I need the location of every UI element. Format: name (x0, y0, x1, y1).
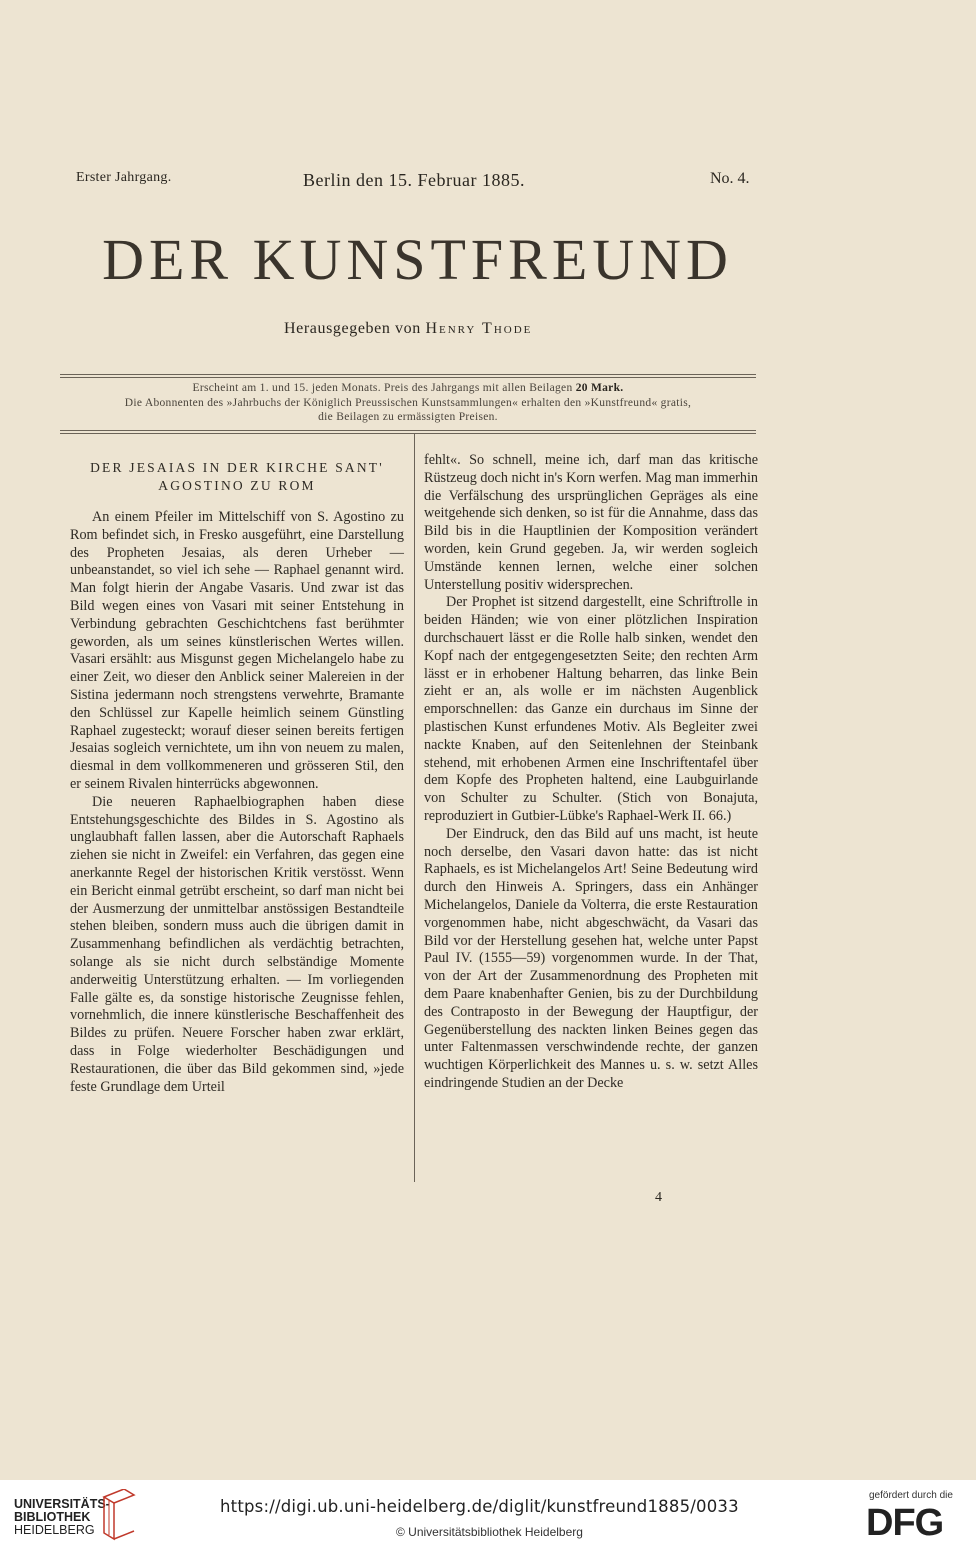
page-number: 4 (655, 1190, 662, 1205)
top-rule (60, 374, 756, 375)
right-column (424, 452, 758, 1093)
subscription-notice (60, 381, 756, 425)
masthead-title: DER KUNSTFREUND (102, 227, 733, 292)
funded-by-label: gefördert durch die (869, 1490, 953, 1501)
notice-line2: Die Abonnenten des »Jahrbuchs der Königlich Preussischen Kunstsammlungen« erhalten den »Kunstfreund« gratis, (124, 396, 692, 409)
paragraph: Die neueren Raphaelbiographen haben diese Entstehungsgeschichte des Bildes in S. Agostino als unglaubhaft fallen lassen, aber die Autorschaft Raphaels ziehen sie nicht in Zweifel: ein Verfahren, das gegen eine anerkannte Regel der historischen Kritik verstösst. Wenn ein Bericht einmal getrübt erscheint, so darf man nicht bei der Ausmerzung der unmittelbar anstössigen Bestandteile stehen bleiben, sondern muss auch die übrigen damit in Zusammenhang befindlichen als verdächtig betrachten, solange als sie nicht durch selbständige Momente anderweitig Unterstützung erhalten. — Im vorliegenden Falle gälte es, da sonstige historische Zeugnisse fehlen, vornehmlich, die innere künstlerische Beschaffenheit des Bildes zu prüfen. Neuere Forscher haben zwar erklärt, dass in Folge wiederholter Beschädigungen und Restaurationen, die über das Bild gekommen sind, »jede feste Grundlage dem Urteil (70, 793, 404, 1095)
bottom-rule (60, 430, 756, 431)
volume-label: Erster Jahrgang. (76, 170, 172, 185)
column-divider (414, 434, 415, 1182)
permalink-url[interactable]: https://digi.ub.uni-heidelberg.de/diglit/kunstfreund1885/0033 (220, 1497, 739, 1516)
library-logo-icon (100, 1489, 136, 1541)
library-name (14, 1498, 110, 1537)
paragraph: An einem Pfeiler im Mittelschiff von S. Agostino zu Rom befindet sich, in Fresko ausgeführt, eine Darstellung des Propheten Jesaias, als deren Urheber — unbeanstandet, so viel ich sehe — Raphael genannt wird. Man folgt hierin der Angabe Vasaris. Und zwar ist das Bild wegen eines von Vasari mit seiner Entstehung in Verbindung gebrachten Geschichtchens fast berühmter geworden, als um seines künstlerischen Wertes willen. Vasari ersählt: aus Misgunst gegen Michelangelo habe zu einer Zeit, wo dieser den Anblick seiner Malereien in der Sistina jedermann noch strengstens verwehrte, Bramante den Schlüssel zur Kapelle heimlich seinem Günstling Raphael zugesteckt; worauf dieser seinen bereits fertigen Jesaias sogleich vernichtete, um ihn von neuem zu malen, diesmal in dem vollkommeneren und grösseren Stil, den er seinem Rivalen hinterrücks abgewonnen. (70, 509, 404, 792)
paragraph: fehlt«. So schnell, meine ich, darf man das kritische Rüstzeug doch nicht in's Korn werfen. Mag man immerhin die Verfälschung des ursprünglichen Gepräges als eine weitgehende sich denken, so ist für die Annahme, dass das Bild bis in die Hauptlinien der Komposition verändert worden, kein Grund gegeben. Ja, wir werden sogleich Umstände kennen lernen, welche einer solchen Unterstellung positiv widersprechen. (424, 452, 758, 593)
editor-name: Henry Thode (425, 320, 533, 337)
notice-line1: Erscheint am 1. und 15. jeden Monats. Preis des Jahrgangs mit allen Beilagen (192, 382, 573, 394)
bottom-rule-double (60, 433, 756, 434)
library-line3: HEIDELBERG (14, 1523, 95, 1537)
issue-number: No. 4. (710, 170, 750, 187)
editor-line (284, 320, 532, 338)
library-line2: BIBLIOTHEK (14, 1510, 91, 1524)
library-line1: UNIVERSITÄTS- (14, 1497, 110, 1511)
left-column (70, 455, 404, 1096)
notice-price: 20 Mark. (575, 382, 624, 394)
editor-prefix: Herausgegeben von (284, 320, 421, 337)
paragraph: Der Eindruck, den das Bild auf uns macht, ist heute noch derselbe, den Vasari davon hatte: das ist nicht Raphaels, es ist Michelangelos Art! Seine Bedeutung wird durch den Hinweis A. Springers, dass ein Anhänger Michelangelos, Daniele da Volterra, die erste Restauration vorgenommen habe, nicht abgeschwächt, da Vasari das Bild vor der Herstellung gesehen hat, welche unter Papst Paul IV. (1555—59) vorgenommen wurde. In der That, von der Art der Zusammenordnung des Propheten mit dem Paare knabenhafter Genien, bis zu der Durchbildung des Contraposto in der Bewegung der Hauptfigur, der Gegenüberstellung des nackten linken Beines gegen das unter Faltenmassen verschwindende rechte, der ganzen wuchtigen Körperlichkeit des Mannes u. s. w. setzt Alles eindringende Studien an der Decke (424, 825, 758, 1091)
paragraph: Der Prophet ist sitzend dargestellt, eine Schriftrolle in beiden Händen; wie von einer plötzlichen Inspiration durchschauert lässt er die Rolle halb sinken, wendet den Kopf nach der entgegengesetzten Seite; den rechten Arm lässt er in erhobener Haltung beharren, das linke Bein zieht er an, als wolle er im nächsten Augenblick emporschnellen: das Ganze ein durchaus im Sinne der plastischen Kunst erfundenes Motiv. Als Begleiter zwei nackte Knaben, auf den Seitenlehnen der Steinbank stehend, mit erhobenen Armen eine Inschriftentafel über dem Kopfe des Propheten haltend, eine Laubguirlande von Schulter zu Schulter. (Stich von Bonajuta, reproduziert in Gutbier-Lübke's Raphael-Werk II. 66.) (424, 594, 758, 824)
top-rule-double (60, 377, 756, 378)
article-title: DER JESAIAS IN DER KIRCHE SANT' AGOSTINO ZU ROM (90, 460, 384, 493)
copyright-notice: © Universitätsbibliothek Heidelberg (396, 1525, 583, 1539)
notice-line3: die Beilagen zu ermässigten Preisen. (318, 411, 498, 423)
issue-date: Berlin den 15. Februar 1885. (303, 170, 525, 190)
dfg-logo: DFG (866, 1502, 944, 1544)
